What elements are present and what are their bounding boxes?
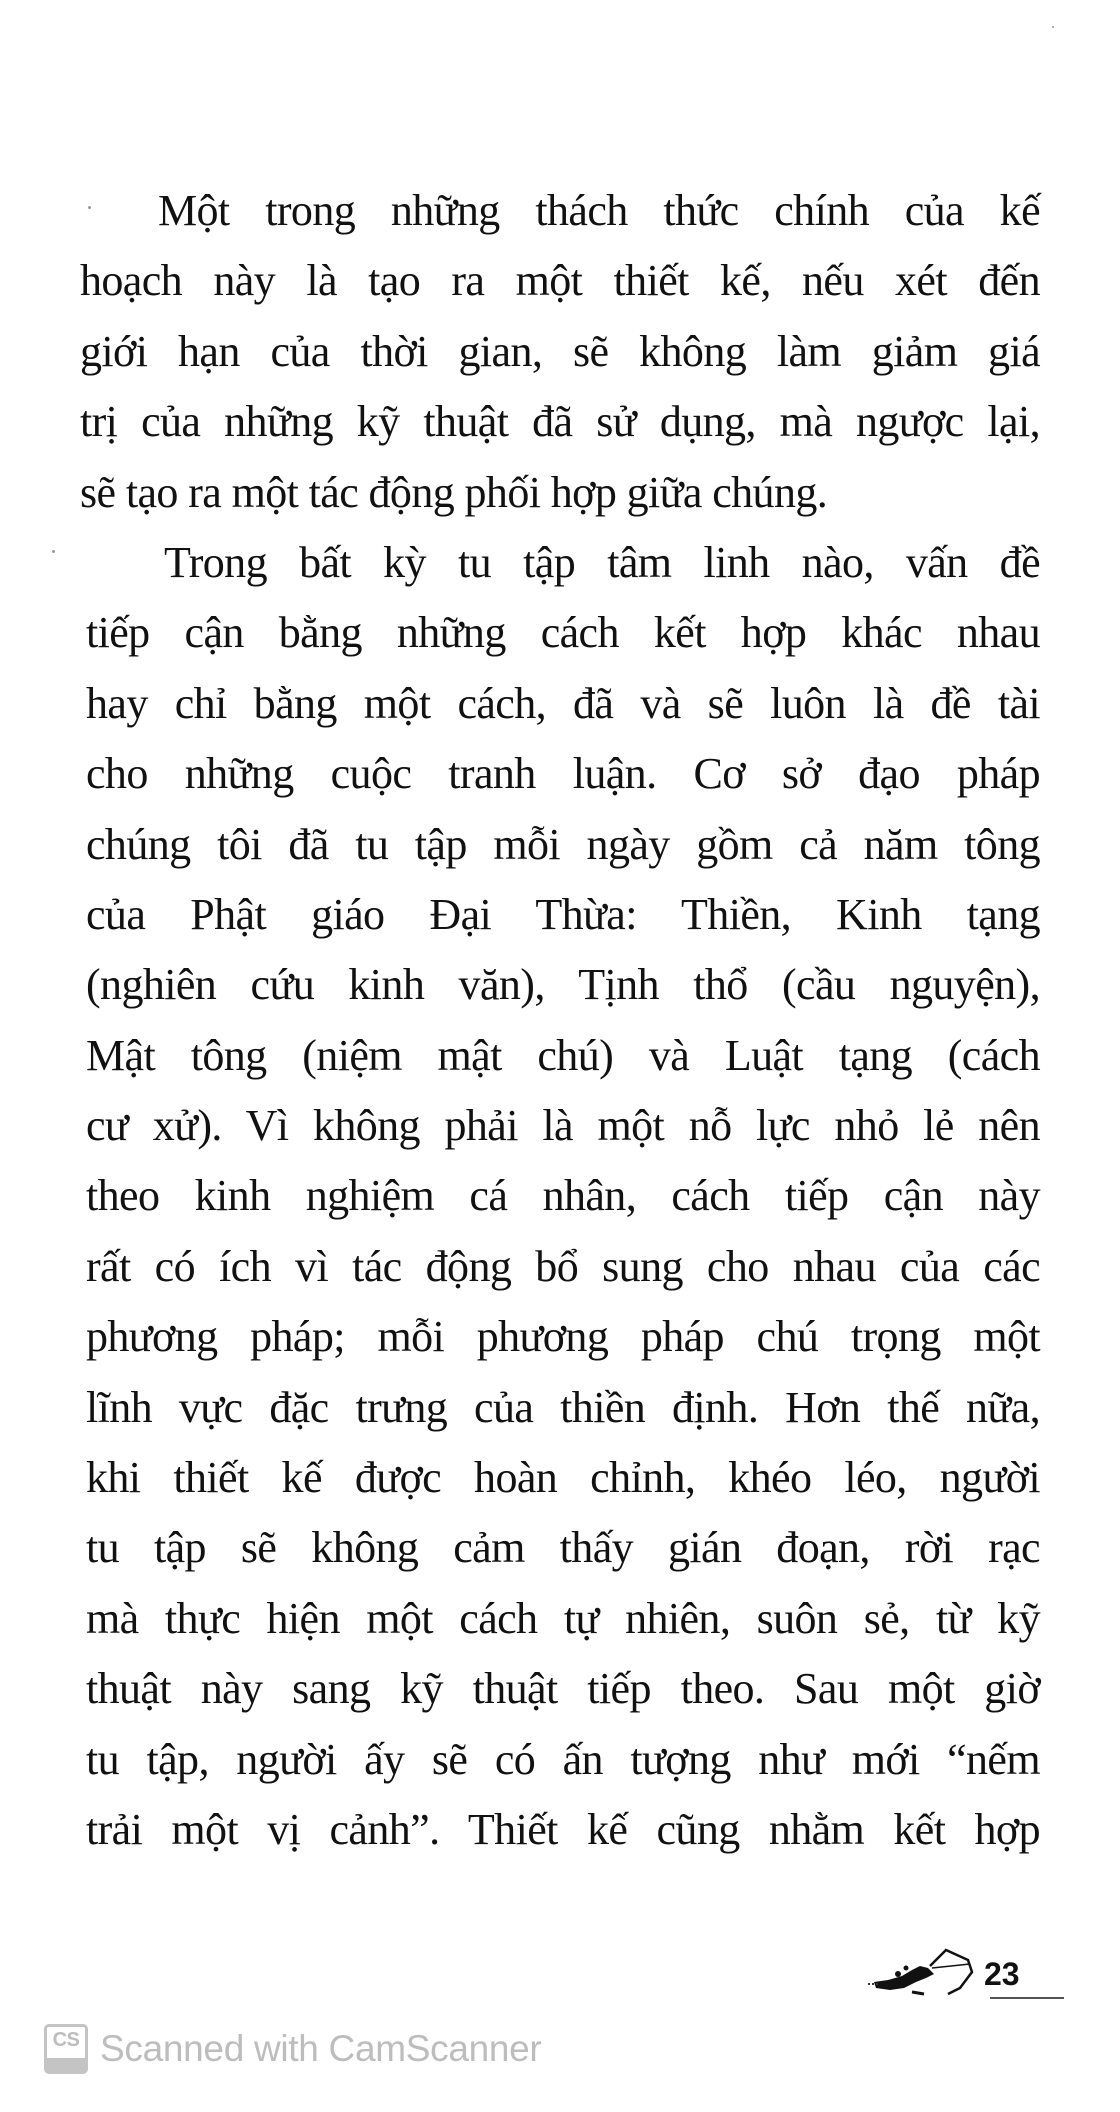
camscanner-logo-icon <box>44 2024 88 2074</box>
text-line: Trong bất kỳ tu tập tâm linh nào, vấn đề <box>164 537 1040 587</box>
page-footer <box>868 1948 1048 1998</box>
page-body-text <box>80 176 1040 1865</box>
text-line: rất có ích vì tác động bổ sung cho nhau của các <box>86 1241 1040 1291</box>
footer-rule <box>990 1997 1064 1999</box>
text-line: (nghiên cứu kinh văn), Tịnh thổ (cầu nguyện), <box>86 960 1040 1010</box>
text-line: Mật tông (niệm mật chú) và Luật tạng (cách <box>86 1030 1040 1080</box>
scan-speck <box>52 550 55 553</box>
scan-speck <box>1052 26 1054 28</box>
text-line: Một trong những thách thức chính của kế <box>158 186 1040 235</box>
text-line: phương pháp; mỗi phương pháp chú trọng một <box>86 1312 1040 1362</box>
text-line: tiếp cận bằng những cách kết hợp khác nhau <box>86 608 1040 658</box>
text-line: lĩnh vực đặc trưng của thiền định. Hơn thế nữa, <box>86 1382 1040 1432</box>
text-line: cư xử). Vì không phải là một nỗ lực nhỏ lẻ nên <box>86 1101 1040 1151</box>
text-line: tu tập, người ấy sẽ có ấn tượng như mới “nếm <box>86 1734 1040 1784</box>
paragraph-1 <box>80 176 1040 528</box>
paragraph-2 <box>86 528 1040 1865</box>
watermark-text: Scanned with CamScanner <box>100 2028 542 2069</box>
text-line: trị của những kỹ thuật đã sử dụng, mà ngược lại, <box>80 397 1040 447</box>
text-line: trải một vị cảnh”. Thiết kế cũng nhằm kết hợp <box>86 1804 1040 1854</box>
text-line: hay chỉ bằng một cách, đã và sẽ luôn là đề tài <box>86 678 1040 728</box>
flying-figure-ornament-icon <box>868 1948 988 2000</box>
text-line: theo kinh nghiệm cá nhân, cách tiếp cận này <box>86 1171 1040 1221</box>
text-line: của Phật giáo Đại Thừa: Thiền, Kinh tạng <box>86 889 1040 939</box>
text-line: sẽ tạo ra một tác động phối hợp giữa chúng. <box>80 467 828 517</box>
text-line: thuật này sang kỹ thuật tiếp theo. Sau một giờ <box>86 1664 1040 1714</box>
camscanner-watermark <box>44 2024 541 2074</box>
camscanner-logo-text: CS <box>52 2029 80 2051</box>
camscanner-logo-bar <box>47 2058 85 2071</box>
text-line: hoạch này là tạo ra một thiết kế, nếu xét đến <box>80 256 1040 306</box>
text-line: khi thiết kế được hoàn chỉnh, khéo léo, người <box>86 1453 1040 1503</box>
text-line: chúng tôi đã tu tập mỗi ngày gồm cả năm tông <box>86 819 1040 869</box>
text-line: tu tập sẽ không cảm thấy gián đoạn, rời rạc <box>86 1523 1040 1573</box>
text-line: cho những cuộc tranh luận. Cơ sở đạo pháp <box>86 749 1040 799</box>
text-line: giới hạn của thời gian, sẽ không làm giảm giá <box>80 326 1040 376</box>
text-line: mà thực hiện một cách tự nhiên, suôn sẻ, từ kỹ <box>86 1593 1040 1643</box>
page-number: 23 <box>984 1956 1020 1992</box>
